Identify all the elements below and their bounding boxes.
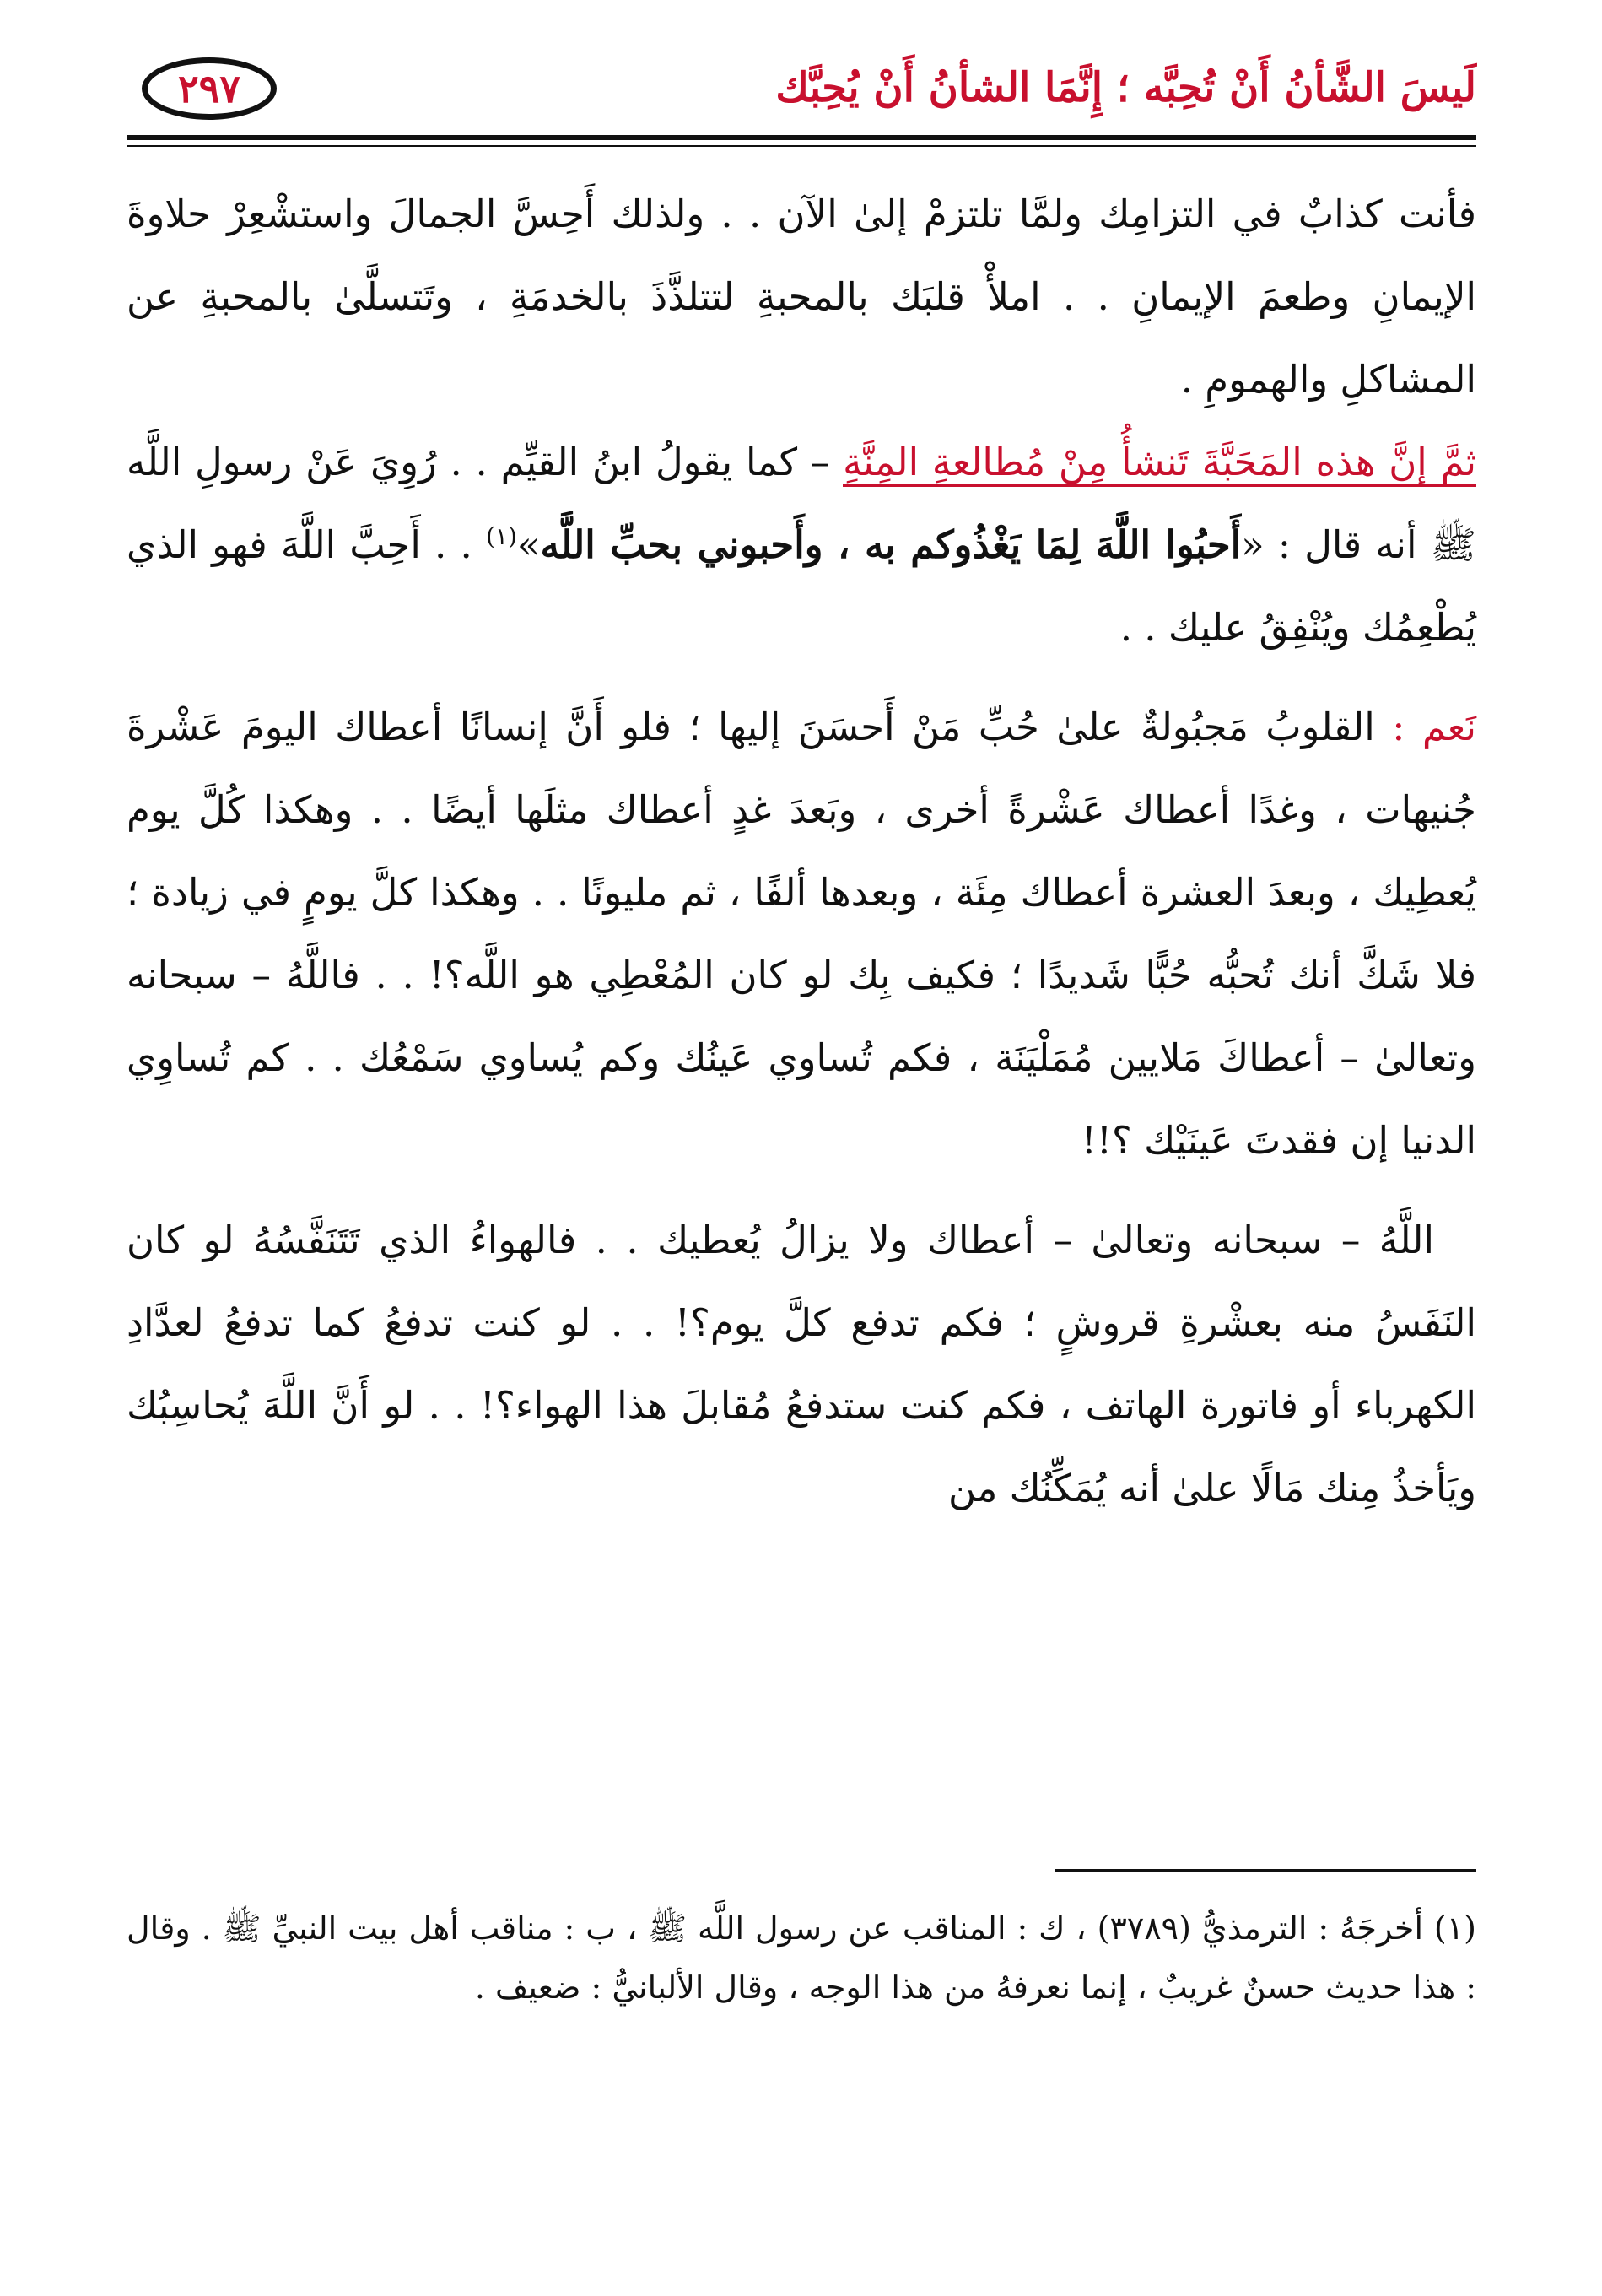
highlighted-statement: ثمَّ إنَّ هذه المَحَبَّةَ تَنشأُ مِنْ مُطالعةِ المِنَّةِ [843, 440, 1476, 487]
footnote: (١) أخرجَهُ : الترمذيُّ (٣٧٨٩) ، ك : المناقب عن رسول اللَّه ﷺ ، ب : مناقب أهل بيت النبيِّ ﷺ . وقال : هذا حديث حسنٌ غريبٌ ، إنما نعرفهُ من هذا الوجه ، وقال الألبانيُّ : ضعيف . [127, 1910, 1476, 2006]
page-header [127, 42, 1476, 135]
paragraph-2-tail: . . أَحِبَّ اللَّهَ فهو الذي يُطْعِمُك ويُنْفِقُ عليك . . [127, 522, 1476, 650]
paragraph-1: فأنت كذابٌ في التزامِك ولمَّا تلتزمْ إلىٰ الآن . . ولذلك أَحِسَّ الجمالَ واستشْعِرْ حلاوةَ الإيمانِ وطعمَ الإيمانِ . . املأْ قلبَك بالمحبةِ لتتلذَّذَ بالخدمَةِ ، وتَتسلَّىٰ بالمحبةِ عن المشاكلِ والهمومِ . [127, 192, 1476, 402]
footnote-marker: (١) [485, 522, 517, 550]
quote-close: » [516, 522, 541, 567]
header-rule-thin [127, 145, 1476, 147]
hadith-quote: أَحبُوا اللَّهَ لِمَا يَغْذُوكم به ، وأَحبوني بحبِّ اللَّه [540, 522, 1242, 567]
running-title: لَيسَ الشَّأنُ أَنْ تُحِبَّه ؛ إِنَّمَا الشأنُ أَنْ يُحِبَّك [775, 64, 1476, 111]
header-rule-thick [127, 135, 1476, 140]
footnote-rule [1055, 1869, 1476, 1872]
paragraph-3 [127, 686, 1476, 1182]
paragraph-4-text: اللَّهُ – سبحانه وتعالىٰ – أعطاك ولا يزالُ يُعطيك . . فالهواءُ الذي تَتَنَفَّسُهُ لو كان النَفَسُ منه بعشْرةِ قروشٍ ؛ فكم تدفع كلَّ يوم؟! . . لو كنت تدفعُ كما تدفعُ لعدَّادِ الكهرباء أو فاتورة الهاتف ، فكم كنت ستدفعُ مُقابلَ هذا الهواء؟! . . لو أَنَّ اللَّهَ يُحاسِبُك ويَأخذُ مِنك مَالًا علىٰ أنه يُمَكِّنُك من [127, 1218, 1476, 1510]
paragraph-2 [127, 421, 1476, 669]
paragraph-3-lead: نَعم : [1392, 705, 1476, 749]
paragraph-3-text: القلوبُ مَجبُولةٌ علىٰ حُبِّ مَنْ أَحسَنَ إليها ؛ فلو أَنَّ إنسانًا أعطاك اليومَ عَشْرةَ جُنيهات ، وغدًا أعطاك عَشْرةً أخرى ، وبَعدَ غدٍ أعطاك مثلَها أيضًا . . وهكذا كُلَّ يوم يُعطِيك ، وبعدَ العشرة أعطاك مِئَة ، وبعدها ألفًا ، ثم مليونًا . . وهكذا كلَّ يومٍ في زيادة ؛ فلا شَكَّ أنك تُحبُّه حُبًّا شَديدًا ؛ فكيف بِك لو كان المُعْطِي هو اللَّه؟! . . فاللَّهُ – سبحانه وتعالىٰ – أعطاكَ مَلايين مُمَلْيَنَة ، فكم تُساوي عَينُك وكم يُساوي سَمْعُك . . كم تُساوِي الدنيا إن فقدتَ عَينَيْك ؟!! [127, 705, 1476, 1163]
page-number: ٢٩٧ [177, 66, 241, 111]
page-number-oval [142, 57, 277, 120]
paragraph-2-text: – كما يقولُ ابنُ القيِّم . . رُوِيَ عَنْ رسولِ اللَّه ﷺ أنه قال : « [127, 440, 1476, 567]
main-text [127, 173, 1476, 1530]
paragraph-4 [127, 1199, 1476, 1530]
